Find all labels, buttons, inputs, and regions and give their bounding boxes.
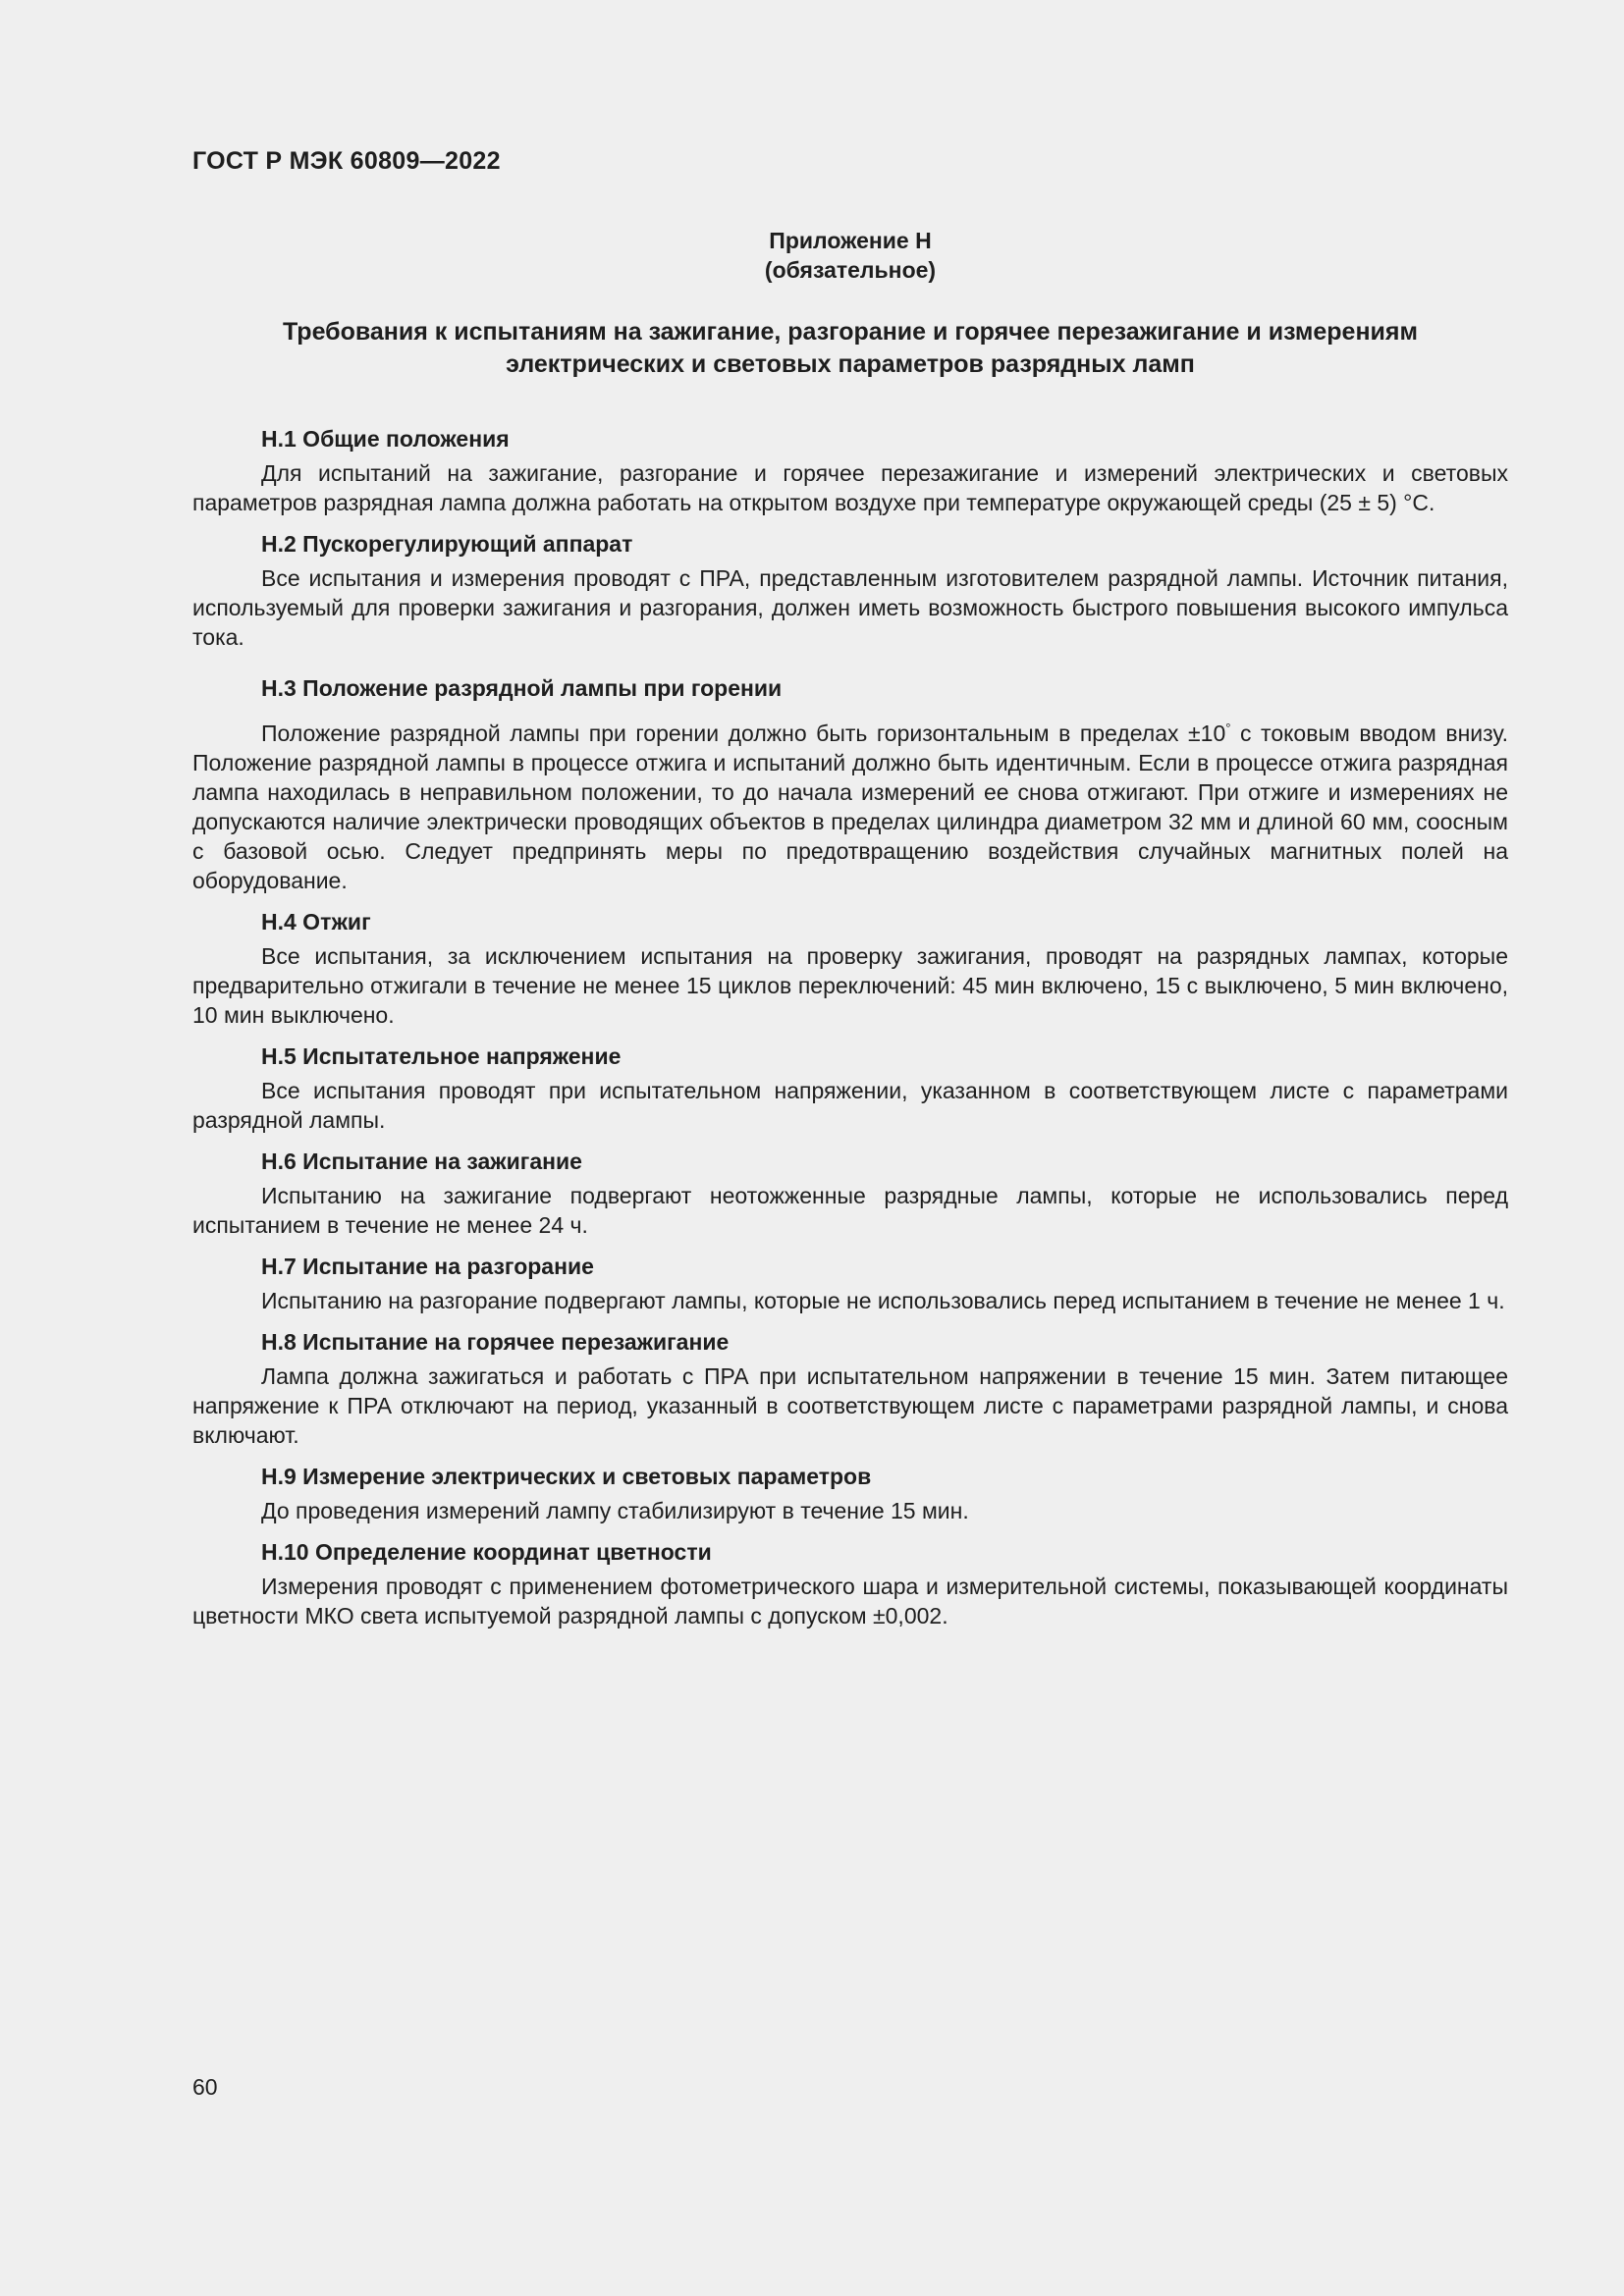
section-paragraph: Испытанию на зажигание подвергают неотожженные разрядные лампы, которые не использовались перед испытанием в течение не менее 24 ч. <box>192 1183 1508 1238</box>
section-h3 <box>192 673 1508 895</box>
page-number: 60 <box>192 2074 218 2100</box>
section-h10 <box>192 1537 1508 1630</box>
section-paragraph: Измерения проводят с применением фотометрического шара и измерительной системы, показывающей координаты цветности МКО света испытуемой разрядной лампы с допуском ±0,002. <box>192 1574 1508 1629</box>
section-heading: H.9 Измерение электрических и световых параметров <box>261 1464 872 1489</box>
appendix-status: (обязательное) <box>764 257 937 283</box>
main-title <box>192 316 1508 381</box>
section-paragraph: Все испытания, за исключением испытания на проверку зажигания, проводят на разрядных лампах, которые предварительно отжигали в течение не менее 15 циклов переключений: 45 мин включено, 15 с выключено, 5 мин включено, 10 мин выключено. <box>192 943 1508 1028</box>
section-h4 <box>192 907 1508 1030</box>
section-h1 <box>192 424 1508 517</box>
section-paragraph: Все испытания и измерения проводят с ПРА, представленным изготовителем разрядной лампы. Источник питания, используемый для проверки зажигания и разгорания, должен иметь возможность быстрого повышения высокого импульса тока. <box>192 565 1508 650</box>
paragraph-part-b: с токовым вводом внизу. Положение разрядной лампы в процессе отжига и испытаний должно быть идентичным. Если в процессе отжига разрядная лампа находилась в неправильном положении, то до начала измерений ее снова отжигают. При отжиге и измерениях не допускаются наличие электрически проводящих объектов в пределах цилиндра диаметром 32 мм и длиной 60 мм, соосным с базовой осью. Следует предпринять меры по предотвращению воздействия случайных магнитных полей на оборудование. <box>192 721 1508 893</box>
section-heading: H.4 Отжиг <box>261 909 371 934</box>
section-heading: H.5 Испытательное напряжение <box>261 1043 622 1069</box>
section-heading: H.10 Определение координат цветности <box>261 1539 712 1565</box>
section-h5 <box>192 1041 1508 1135</box>
section-h8 <box>192 1327 1508 1450</box>
section-paragraph: Для испытаний на зажигание, разгорание и горячее перезажигание и измерений электрических и световых параметров разрядная лампа должна работать на открытом воздухе при температуре окружающей среды (25 ± 5) °С. <box>192 460 1508 515</box>
section-heading: H.6 Испытание на зажигание <box>261 1148 582 1174</box>
section-heading: H.2 Пускорегулирующий аппарат <box>261 531 633 557</box>
section-paragraph: Все испытания проводят при испытательном напряжении, указанном в соответствующем листе с параметрами разрядной лампы. <box>192 1078 1508 1133</box>
section-heading: H.1 Общие положения <box>261 426 510 452</box>
main-title-line-2: электрических и световых параметров разрядных ламп <box>506 350 1195 378</box>
section-h6 <box>192 1147 1508 1240</box>
section-h9 <box>192 1462 1508 1525</box>
section-paragraph: Лампа должна зажигаться и работать с ПРА при испытательном напряжении в течение 15 мин. Затем питающее напряжение к ПРА отключают на период, указанный в соответствующем листе с параметрами разрядной лампы, и снова включают. <box>192 1363 1508 1448</box>
degree-superscript: ° <box>1225 721 1231 735</box>
section-paragraph: До проведения измерений лампу стабилизируют в течение 15 мин. <box>261 1498 969 1523</box>
paragraph-part-a: Положение разрядной лампы при горении должно быть горизонтальным в пределах ±10 <box>261 721 1226 746</box>
section-heading: H.8 Испытание на горячее перезажигание <box>261 1329 730 1355</box>
section-paragraph <box>192 719 1508 895</box>
appendix-label: Приложение H <box>769 228 932 253</box>
section-heading: H.7 Испытание на разгорание <box>261 1254 594 1279</box>
section-h7 <box>192 1252 1508 1315</box>
document-code: ГОСТ Р МЭК 60809—2022 <box>192 147 501 175</box>
section-paragraph: Испытанию на разгорание подвергают лампы, которые не использовались перед испытанием в течение не менее 1 ч. <box>261 1288 1505 1313</box>
section-heading: H.3 Положение разрядной лампы при горении <box>261 675 783 701</box>
main-title-line-1: Требования к испытаниям на зажигание, разгорание и горячее перезажигание и измерениям <box>282 318 1418 346</box>
section-h2 <box>192 529 1508 652</box>
document-body <box>192 424 1508 1630</box>
appendix-heading <box>192 226 1508 285</box>
